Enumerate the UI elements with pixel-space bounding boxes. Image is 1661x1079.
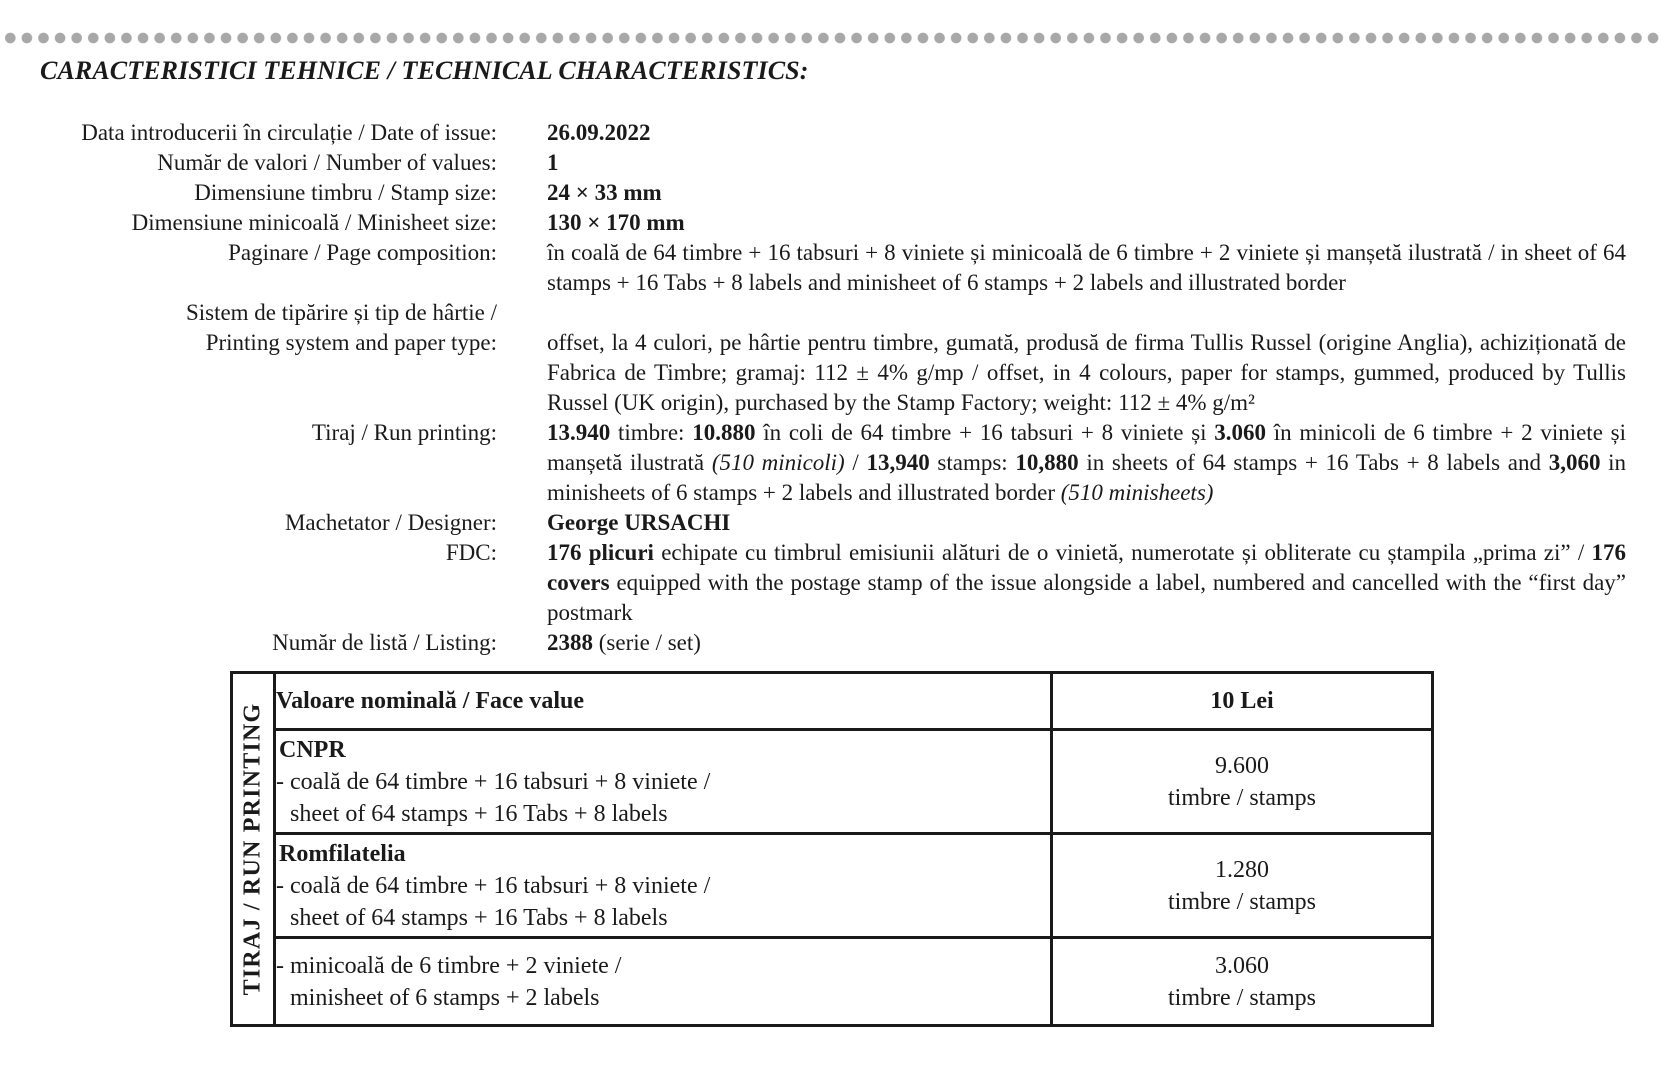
run-sheets-ro: 10.880 [692,420,756,445]
table-side-label-cell [232,673,275,1026]
spec-value [547,418,1626,508]
dotted-line-divider [0,31,1661,45]
run-text: în minicoli de 6 timbre + 2 viniete și manșetă ilustrată [547,420,1626,475]
spec-row-fdc [0,538,1661,628]
row-line: - minicoală de 6 timbre + 2 viniete / [276,952,622,979]
spec-value [547,178,1626,208]
row-line: - coală de 64 timbre + 16 tabsuri + 8 viniete / [276,768,711,795]
run-sheets-en: 10,880 [1015,450,1079,475]
table-cell-desc [275,730,1052,834]
run-total-ro: 13.940 [547,420,611,445]
minisheet-size-value: 130 × 170 mm [547,210,685,235]
specs-list [0,118,1661,658]
row-count: 9.600 [1215,752,1269,779]
org-name: CNPR [279,736,346,763]
table-row [232,730,1433,834]
spec-label: Data introducerii în circulație / Date of issue: [81,120,497,145]
row-line: sheet of 64 stamps + 16 Tabs + 8 labels [290,904,668,931]
table-cell-desc [275,938,1052,1026]
section-title: CARACTERISTICI TEHNICE / TECHNICAL CHARACTERISTICS: [40,56,809,85]
run-text: timbre: [610,420,693,445]
run-minisheets-ro: 3.060 [1214,420,1267,445]
spec-label: Număr de listă / Listing: [272,630,497,655]
spec-row-listing [0,628,1661,658]
row-line: sheet of 64 stamps + 16 Tabs + 8 labels [290,800,668,827]
row-count: 1.280 [1215,856,1269,883]
spec-row-minisheet-size [0,208,1661,238]
org-name: Romfilatelia [279,840,406,867]
listing-text: (serie / set) [593,630,701,655]
spec-row-run-printing [0,418,1661,508]
spec-row-stamp-size [0,178,1661,208]
table-header-desc: Valoare nominală / Face value [275,673,1052,730]
spec-label: Număr de valori / Number of values: [157,150,497,175]
run-text: / [844,450,867,475]
fdc-count-ro: 176 plicuri [547,540,654,565]
spec-value: offset, la 4 culori, pe hârtie pentru timbre, gumată, produsă de firma Tullis Russel (origine Anglia), achiziționată de Fabrica de Timbre; gramaj: 112 ± 4% g/mp / offset, in 4 colours, paper for stamps, gummed, produced by Tullis Russel (UK origin), purchased by the Stamp Factory; weight: 112 ± 4% g/m² [547,330,1626,415]
spec-row-date [0,118,1661,148]
spec-label: Dimensiune timbru / Stamp size: [194,180,497,205]
date-value: 26.09.2022 [547,120,651,145]
table-cell-value [1052,834,1433,938]
table-cell-value [1052,730,1433,834]
row-count: 3.060 [1215,952,1269,979]
spec-label: Machetator / Designer: [284,510,497,535]
stamp-size-value: 24 × 33 mm [547,180,662,205]
spec-label: FDC: [445,540,497,565]
spec-row-values [0,148,1661,178]
table-row [232,834,1433,938]
row-unit: timbre / stamps [1168,888,1316,915]
run-printing-table [230,671,1434,1027]
fdc-count-en: 176 covers [547,540,1627,595]
run-text: în coli de 64 timbre + 16 tabsuri + 8 viniete și [755,420,1215,445]
values-value: 1 [547,150,559,175]
spec-row-printing-label-1 [0,298,1661,328]
row-unit: timbre / stamps [1168,984,1316,1011]
spec-label: Dimensiune minicoală / Minisheet size: [131,210,497,235]
row-line: minisheet of 6 stamps + 2 labels [290,984,600,1011]
table-header-value: 10 Lei [1052,673,1433,730]
listing-number: 2388 [547,630,593,655]
spec-label: Printing system and paper type: [205,330,497,355]
spec-label: Tiraj / Run printing: [311,420,497,445]
spec-label: Sistem de tipărire și tip de hârtie / [185,300,497,325]
row-unit: timbre / stamps [1168,784,1316,811]
spec-value: în coală de 64 timbre + 16 tabsuri + 8 viniete și minicoală de 6 timbre + 2 viniete și manșetă ilustrată / in sheet of 64 stamps + 16 Tabs + 8 labels and minisheet of 6 stamps + 2 labels and illustrated border [547,240,1626,295]
spec-value [547,118,1626,148]
spec-value [547,538,1626,628]
spec-value [547,148,1626,178]
spec-row-printing [0,328,1661,418]
run-text: in sheets of 64 stamps + 16 Tabs + 8 labels and [1078,450,1549,475]
run-note-ro: (510 minicoli) [711,450,845,475]
spec-label: Paginare / Page composition: [228,240,497,265]
run-text: in minisheets of 6 stamps + 2 labels and illustrated border [547,450,1627,505]
table-cell-desc [275,834,1052,938]
table-side-label: TIRAJ / RUN PRINTING [239,702,266,996]
table-cell-value [1052,938,1433,1026]
run-minisheets-en: 3,060 [1548,450,1601,475]
spec-value [547,208,1626,238]
fdc-text: equipped with the postage stamp of the issue alongside a label, numbered and cancelled with the “first day” postmark [547,570,1626,625]
table-header-row [232,673,1433,730]
spec-row-page-composition [0,238,1661,298]
row-line: - coală de 64 timbre + 16 tabsuri + 8 viniete / [276,872,711,899]
spec-row-designer [0,508,1661,538]
designer-value: George URSACHI [547,510,731,535]
run-note-en: (510 minisheets) [1060,480,1214,505]
run-text: stamps: [929,450,1016,475]
spec-value [547,508,1626,538]
table-row [232,938,1433,1026]
fdc-text: echipate cu timbrul emisiunii alături de o vinietă, numerotate și obliterate cu ștampila „prima zi” / [653,540,1592,565]
run-total-en: 13,940 [866,450,930,475]
spec-value [547,628,1626,658]
